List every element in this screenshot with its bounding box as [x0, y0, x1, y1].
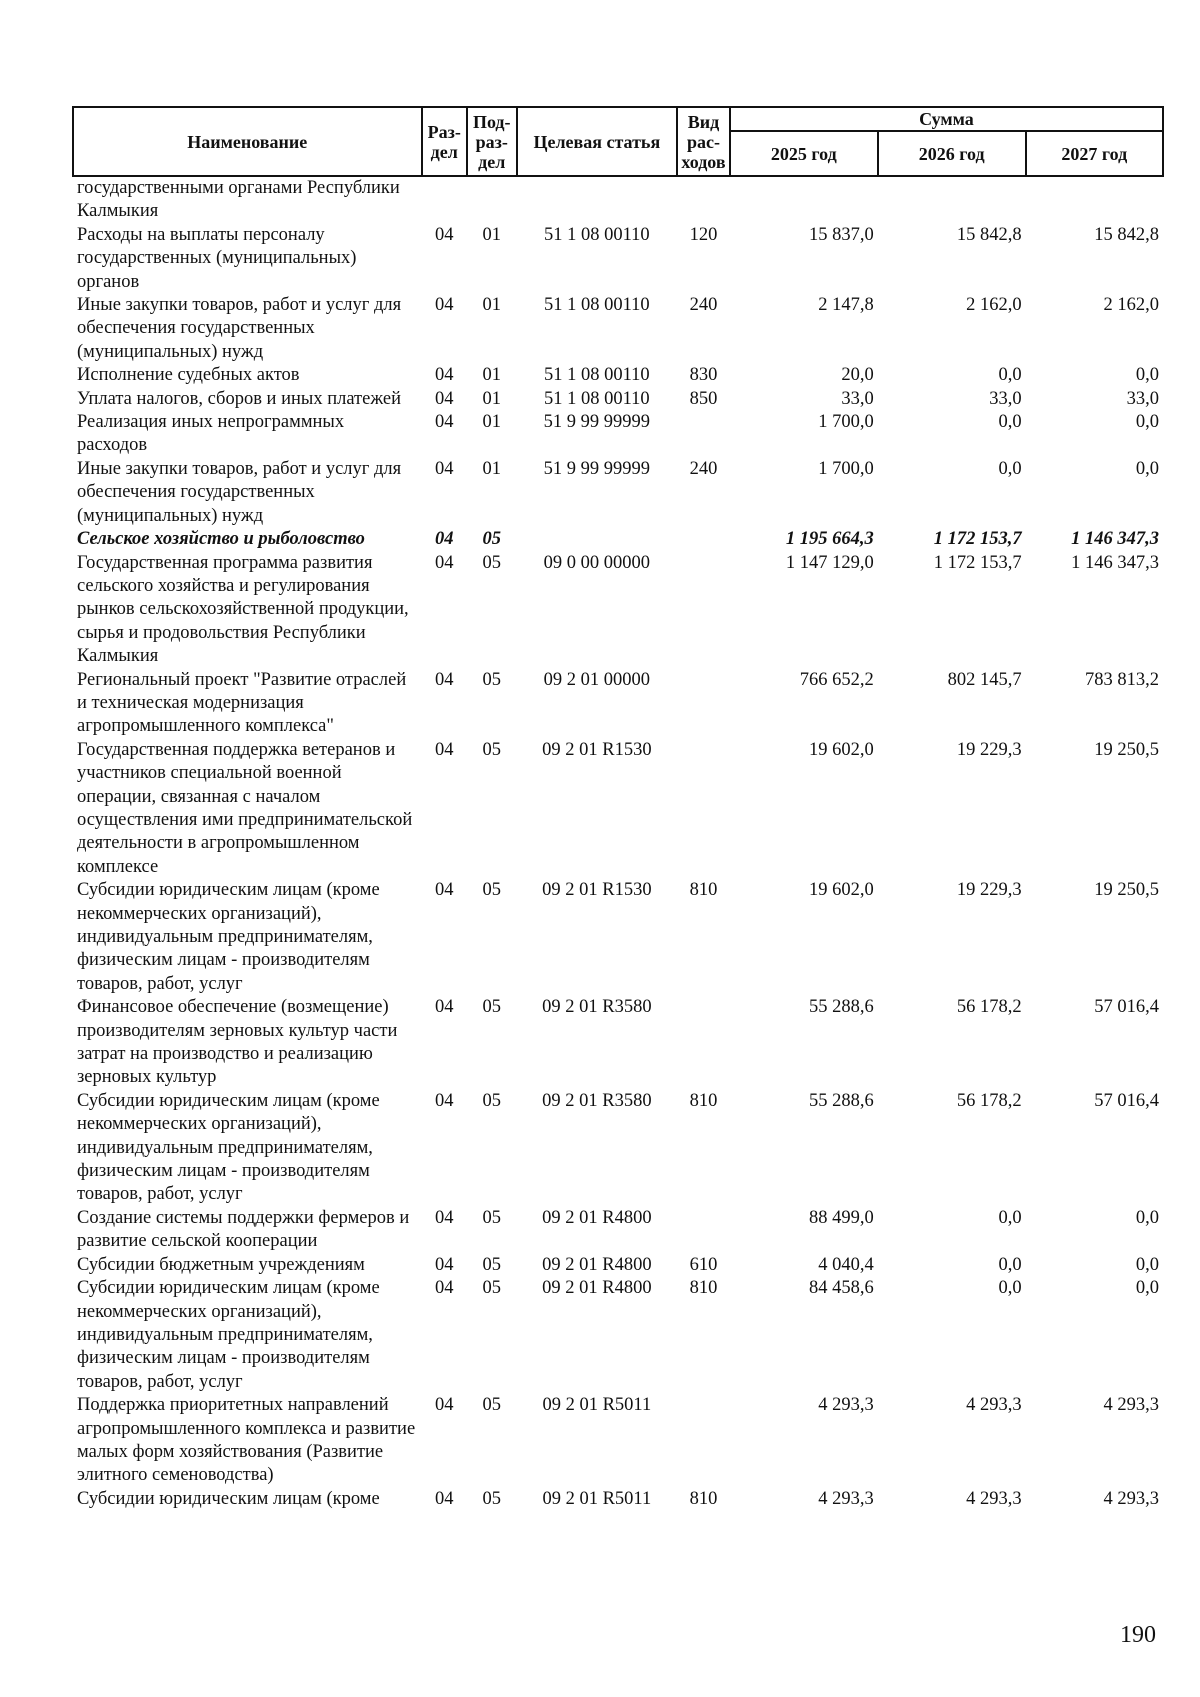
- cell-name: Исполнение судебных актов: [77, 365, 300, 386]
- table-row: [73, 294, 1163, 364]
- cell-vid: 850: [689, 388, 718, 409]
- cell-podrazdel: 05: [482, 669, 501, 690]
- cell-razdel: 04: [434, 552, 454, 573]
- cell-vid: [677, 411, 730, 458]
- cell-target: 09 2 01 R5011: [542, 1395, 652, 1416]
- cell-target: 09 2 01 R1530: [542, 880, 652, 901]
- cell-2027: 4 293,3: [1103, 1488, 1159, 1509]
- cell-target: 51 1 08 00110: [543, 365, 650, 386]
- cell-2027: 0,0: [1135, 1254, 1159, 1275]
- cell-2027: 4 293,3: [1103, 1395, 1159, 1416]
- table-row: [73, 364, 1163, 387]
- cell-2026: 56 178,2: [956, 997, 1022, 1018]
- cell-2025: 1 195 664,3: [785, 529, 874, 550]
- cell-target: 51 9 99 99999: [543, 458, 651, 479]
- header-2025: 2025 год: [730, 131, 878, 176]
- cell-name: Финансовое обеспечение (возмещение) производителям зерновых культур части затрат на производство и реализацию зерновых культур: [77, 997, 398, 1088]
- cell-target: 09 2 01 R4800: [542, 1278, 652, 1299]
- cell-2025: [730, 176, 878, 224]
- cell-razdel: 04: [434, 224, 454, 245]
- cell-2027: 15 842,8: [1094, 224, 1159, 245]
- cell-target: 51 1 08 00110: [543, 295, 650, 316]
- table-row: [73, 879, 1163, 996]
- cell-podrazdel: 05: [482, 1254, 501, 1275]
- cell-target: 09 2 01 R3580: [542, 997, 652, 1018]
- cell-podrazdel: [467, 176, 517, 224]
- cell-2026: 4 293,3: [966, 1395, 1022, 1416]
- cell-podrazdel: 05: [482, 739, 501, 760]
- cell-2027: 0,0: [1135, 365, 1159, 386]
- table-row: [73, 1277, 1163, 1394]
- cell-2026: 4 293,3: [966, 1488, 1022, 1509]
- cell-2027: [1026, 176, 1163, 224]
- table-body: [73, 176, 1163, 1511]
- cell-vid: 830: [689, 365, 718, 386]
- cell-2026: 1 172 153,7: [933, 529, 1022, 550]
- cell-name: Субсидии юридическим лицам (кроме: [77, 1488, 380, 1509]
- cell-razdel: 04: [434, 412, 454, 433]
- cell-2026: 0,0: [998, 458, 1022, 479]
- header-name: Наименование: [73, 107, 422, 176]
- cell-2026: 802 145,7: [947, 669, 1022, 690]
- cell-2025: 84 458,6: [809, 1278, 874, 1299]
- cell-vid: [677, 1394, 730, 1488]
- cell-name: Иные закупки товаров, работ и услуг для обеспечения государственных (муниципальных) нужд: [77, 295, 402, 362]
- header-razdel: Раз-дел: [422, 107, 467, 176]
- cell-vid: 120: [689, 224, 718, 245]
- cell-2027: 19 250,5: [1094, 880, 1159, 901]
- header-vid: Вид рас-ходов: [677, 107, 730, 176]
- cell-name: Иные закупки товаров, работ и услуг для обеспечения государственных (муниципальных) нужд: [77, 458, 402, 526]
- cell-name: Реализация иных непрограммных расходов: [77, 412, 345, 456]
- table-row: [73, 388, 1163, 411]
- cell-podrazdel: 05: [482, 1488, 501, 1509]
- cell-razdel: 04: [434, 1395, 454, 1416]
- cell-target: 51 9 99 99999: [543, 412, 651, 433]
- cell-podrazdel: 01: [482, 365, 501, 386]
- cell-podrazdel: 05: [482, 880, 501, 901]
- cell-podrazdel: 01: [482, 458, 501, 479]
- cell-2025: 55 288,6: [809, 997, 874, 1018]
- table-row: [73, 528, 1163, 551]
- cell-name: Государственная программа развития сельского хозяйства и регулирования рынков сельскохозяйственной продукции, сырья и продовольствия Республики Калмыкия: [77, 552, 409, 667]
- page-number: 190: [1120, 1622, 1156, 1648]
- cell-podrazdel: 01: [482, 388, 501, 409]
- cell-2026: 56 178,2: [956, 1090, 1022, 1111]
- cell-podrazdel: 05: [482, 529, 501, 550]
- table-row: [73, 176, 1163, 224]
- cell-target: 09 2 01 R1530: [542, 739, 652, 760]
- cell-2027: 2 162,0: [1103, 295, 1159, 316]
- cell-vid: [677, 552, 730, 669]
- cell-2027: 0,0: [1135, 1278, 1159, 1299]
- cell-2026: 0,0: [998, 365, 1022, 386]
- cell-vid: [677, 669, 730, 739]
- cell-razdel: 04: [434, 997, 454, 1018]
- cell-2026: 0,0: [998, 1207, 1022, 1228]
- cell-vid: [677, 996, 730, 1090]
- cell-2027: 783 813,2: [1085, 669, 1159, 690]
- cell-name: Поддержка приоритетных направлений агропромышленного комплекса и развитие малых форм хозяйствования (Развитие элитного семеноводства): [77, 1395, 416, 1486]
- cell-target: 51 1 08 00110: [543, 224, 650, 245]
- cell-2025: 1 147 129,0: [785, 552, 874, 573]
- cell-name: Государственная поддержка ветеранов и участников специальной военной операции, связанная с началом осуществления ими предпринимательской деятельности в агропромышленном комплексе: [77, 739, 413, 877]
- cell-2025: 88 499,0: [809, 1207, 874, 1228]
- cell-2025: 20,0: [841, 365, 874, 386]
- cell-2026: 15 842,8: [956, 224, 1022, 245]
- table-row: [73, 552, 1163, 669]
- cell-2025: 1 700,0: [818, 412, 874, 433]
- cell-2025: 19 602,0: [809, 880, 874, 901]
- table-row: [73, 739, 1163, 879]
- cell-2025: 1 700,0: [818, 458, 874, 479]
- cell-name: государственными органами Республики Калмыкия: [77, 178, 400, 222]
- header-2026: 2026 год: [878, 131, 1026, 176]
- table-row: [73, 411, 1163, 458]
- cell-2026: 0,0: [998, 412, 1022, 433]
- cell-2027: 0,0: [1135, 412, 1159, 433]
- header-podrazdel: Под-раз-дел: [467, 107, 517, 176]
- cell-2025: 4 293,3: [818, 1488, 874, 1509]
- cell-razdel: 04: [434, 529, 454, 550]
- cell-razdel: 04: [434, 295, 454, 316]
- cell-2026: 0,0: [998, 1278, 1022, 1299]
- table-row: [73, 1207, 1163, 1254]
- cell-target: 09 2 01 R3580: [542, 1090, 652, 1111]
- cell-2027: 0,0: [1135, 458, 1159, 479]
- cell-2025: 4 293,3: [818, 1395, 874, 1416]
- cell-2026: 19 229,3: [956, 739, 1022, 760]
- cell-2026: 1 172 153,7: [933, 552, 1022, 573]
- cell-podrazdel: 05: [482, 1090, 501, 1111]
- cell-razdel: 04: [434, 880, 454, 901]
- table-row: [73, 1488, 1163, 1511]
- table-row: [73, 669, 1163, 739]
- cell-vid: 240: [689, 458, 718, 479]
- cell-2027: 1 146 347,3: [1071, 529, 1159, 550]
- cell-podrazdel: 05: [482, 1207, 501, 1228]
- cell-target: 51 1 08 00110: [543, 388, 650, 409]
- cell-2026: 2 162,0: [966, 295, 1022, 316]
- header-2027: 2027 год: [1026, 131, 1163, 176]
- table-header: [73, 107, 1163, 176]
- cell-target: 09 2 01 R4800: [542, 1207, 652, 1228]
- cell-target: 09 2 01 00000: [543, 669, 651, 690]
- cell-name: Субсидии юридическим лицам (кроме некоммерческих организаций), индивидуальным предпринимателям, физическим лицам - производителям товаров, работ, услуг: [77, 1090, 380, 1205]
- cell-2026: 19 229,3: [956, 880, 1022, 901]
- cell-name: Сельское хозяйство и рыболовство: [77, 529, 365, 550]
- cell-razdel: 04: [434, 739, 454, 760]
- header-target: Целевая статья: [517, 107, 678, 176]
- table-row: [73, 1394, 1163, 1488]
- cell-podrazdel: 05: [482, 997, 501, 1018]
- cell-2027: 33,0: [1126, 388, 1159, 409]
- cell-2025: 19 602,0: [809, 739, 874, 760]
- cell-2027: 1 146 347,3: [1071, 552, 1159, 573]
- cell-razdel: 04: [434, 1278, 454, 1299]
- cell-2026: [878, 176, 1026, 224]
- cell-razdel: [422, 176, 467, 224]
- budget-table: [72, 106, 1164, 1511]
- cell-podrazdel: 05: [482, 1278, 501, 1299]
- cell-2027: 19 250,5: [1094, 739, 1159, 760]
- cell-vid: 810: [689, 1278, 718, 1299]
- cell-vid: 810: [689, 1488, 718, 1509]
- cell-razdel: 04: [434, 388, 454, 409]
- cell-2027: 0,0: [1135, 1207, 1159, 1228]
- cell-target: [517, 176, 678, 224]
- cell-2025: 2 147,8: [818, 295, 874, 316]
- cell-target: [517, 528, 678, 551]
- cell-podrazdel: 05: [482, 1395, 501, 1416]
- cell-vid: 610: [689, 1254, 718, 1275]
- cell-target: 09 2 01 R5011: [542, 1488, 652, 1509]
- cell-2025: 15 837,0: [809, 224, 874, 245]
- cell-name: Расходы на выплаты персоналу государственных (муниципальных) органов: [77, 224, 357, 292]
- cell-vid: [677, 1207, 730, 1254]
- cell-2026: 0,0: [998, 1254, 1022, 1275]
- table-row: [73, 224, 1163, 294]
- cell-name: Создание системы поддержки фермеров и развитие сельской кооперации: [77, 1207, 410, 1252]
- cell-razdel: 04: [434, 1207, 454, 1228]
- cell-name: Субсидии юридическим лицам (кроме некоммерческих организаций), индивидуальным предпринимателям, физическим лицам - производителям товаров, работ, услуг: [77, 880, 380, 994]
- cell-razdel: 04: [434, 458, 454, 479]
- cell-vid: 810: [689, 1090, 718, 1111]
- cell-2027: 57 016,4: [1094, 1090, 1159, 1111]
- cell-2025: 4 040,4: [818, 1254, 874, 1275]
- cell-name: Уплата налогов, сборов и иных платежей: [77, 388, 402, 409]
- cell-2026: 33,0: [989, 388, 1022, 409]
- cell-podrazdel: 05: [482, 552, 501, 573]
- table-row: [73, 1090, 1163, 1207]
- cell-2025: 55 288,6: [809, 1090, 874, 1111]
- table-row: [73, 1254, 1163, 1277]
- cell-vid: 240: [689, 295, 718, 316]
- table-row: [73, 458, 1163, 528]
- cell-name: Субсидии бюджетным учреждениям: [77, 1254, 365, 1275]
- cell-podrazdel: 01: [482, 295, 501, 316]
- cell-name: Субсидии юридическим лицам (кроме некоммерческих организаций), индивидуальным предпринимателям, физическим лицам - производителям товаров, работ, услуг: [77, 1278, 380, 1392]
- cell-razdel: 04: [434, 365, 454, 386]
- cell-target: 09 0 00 00000: [543, 552, 651, 573]
- cell-podrazdel: 01: [482, 224, 501, 245]
- cell-vid: [677, 176, 730, 224]
- cell-razdel: 04: [434, 1488, 454, 1509]
- cell-2025: 766 652,2: [799, 669, 874, 690]
- cell-vid: [677, 528, 730, 551]
- cell-razdel: 04: [434, 1254, 454, 1275]
- cell-podrazdel: 01: [482, 412, 501, 433]
- header-sum: Сумма: [730, 107, 1163, 131]
- cell-vid: 810: [689, 880, 718, 901]
- cell-2025: 33,0: [841, 388, 874, 409]
- cell-name: Региональный проект "Развитие отраслей и техническая модернизация агропромышленного комплекса": [77, 669, 407, 737]
- cell-target: 09 2 01 R4800: [542, 1254, 652, 1275]
- cell-vid: [677, 739, 730, 879]
- cell-2027: 57 016,4: [1094, 997, 1159, 1018]
- cell-razdel: 04: [434, 669, 454, 690]
- cell-razdel: 04: [434, 1090, 454, 1111]
- table-row: [73, 996, 1163, 1090]
